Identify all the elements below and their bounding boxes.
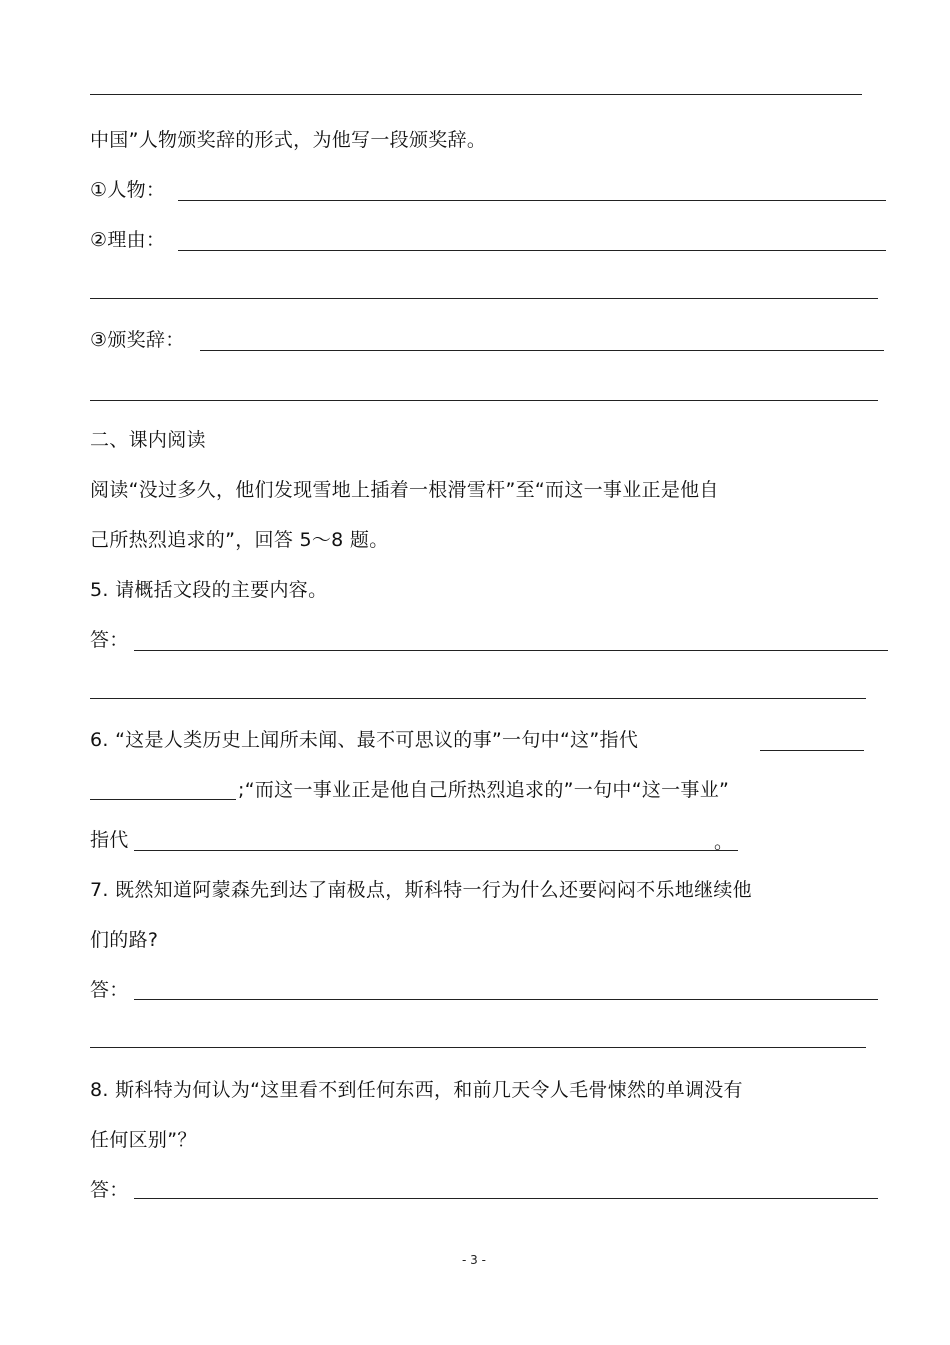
q6-end-mark: 。: [714, 831, 734, 853]
reason-answer-line-2[interactable]: [90, 298, 878, 299]
q6-blank-2[interactable]: [90, 799, 236, 800]
q6-blank-3[interactable]: [134, 850, 738, 851]
page-number: - 3 -: [462, 1253, 486, 1267]
reason-answer-line[interactable]: [178, 250, 886, 251]
question-7-line-1: 7. 既然知道阿蒙森先到达了南极点，斯科特一行为什么还要闷闷不乐地继续他: [90, 879, 752, 901]
speech-answer-line[interactable]: [200, 350, 884, 351]
q7-answer-line-2[interactable]: [90, 1047, 866, 1048]
reading-instruction-line-1: 阅读“没过多久，他们发现雪地上插着一根滑雪杆”至“而这一事业正是他自: [90, 479, 719, 501]
question-6-line-3: 指代: [90, 829, 129, 851]
person-answer-line[interactable]: [178, 200, 886, 201]
q7-answer-label: 答：: [90, 979, 129, 1001]
reading-instruction-line-2: 己所热烈追求的”，回答 5～8 题。: [90, 529, 389, 551]
q5-answer-line-2[interactable]: [90, 698, 866, 699]
question-6-line-2: ;“而这一事业正是他自己所热烈追求的”一句中“这一事业”: [238, 779, 730, 801]
q8-answer-line[interactable]: [134, 1198, 878, 1199]
speech-answer-line-2[interactable]: [90, 400, 878, 401]
person-label: ①人物：: [90, 179, 166, 201]
answer-line[interactable]: [90, 94, 862, 95]
question-5: 5. 请概括文段的主要内容。: [90, 579, 328, 601]
question-8-line-2: 任何区别”？: [90, 1129, 197, 1151]
q7-answer-line[interactable]: [134, 999, 878, 1000]
question-6-line-1: 6. “这是人类历史上闻所未闻、最不可思议的事”一句中“这”指代: [90, 729, 639, 751]
q6-blank-1[interactable]: [760, 750, 864, 751]
speech-label: ③颁奖辞：: [90, 329, 185, 351]
q5-answer-line[interactable]: [134, 650, 888, 651]
q8-answer-label: 答：: [90, 1179, 129, 1201]
section-title: 二、课内阅读: [90, 429, 206, 451]
reason-label: ②理由：: [90, 229, 166, 251]
award-intro-text: 中国”人物颁奖辞的形式，为他写一段颁奖辞。: [90, 129, 487, 151]
q5-answer-label: 答：: [90, 629, 129, 651]
question-8-line-1: 8. 斯科特为何认为“这里看不到任何东西，和前几天令人毛骨悚然的单调没有: [90, 1079, 743, 1101]
question-7-line-2: 们的路?: [90, 929, 159, 951]
